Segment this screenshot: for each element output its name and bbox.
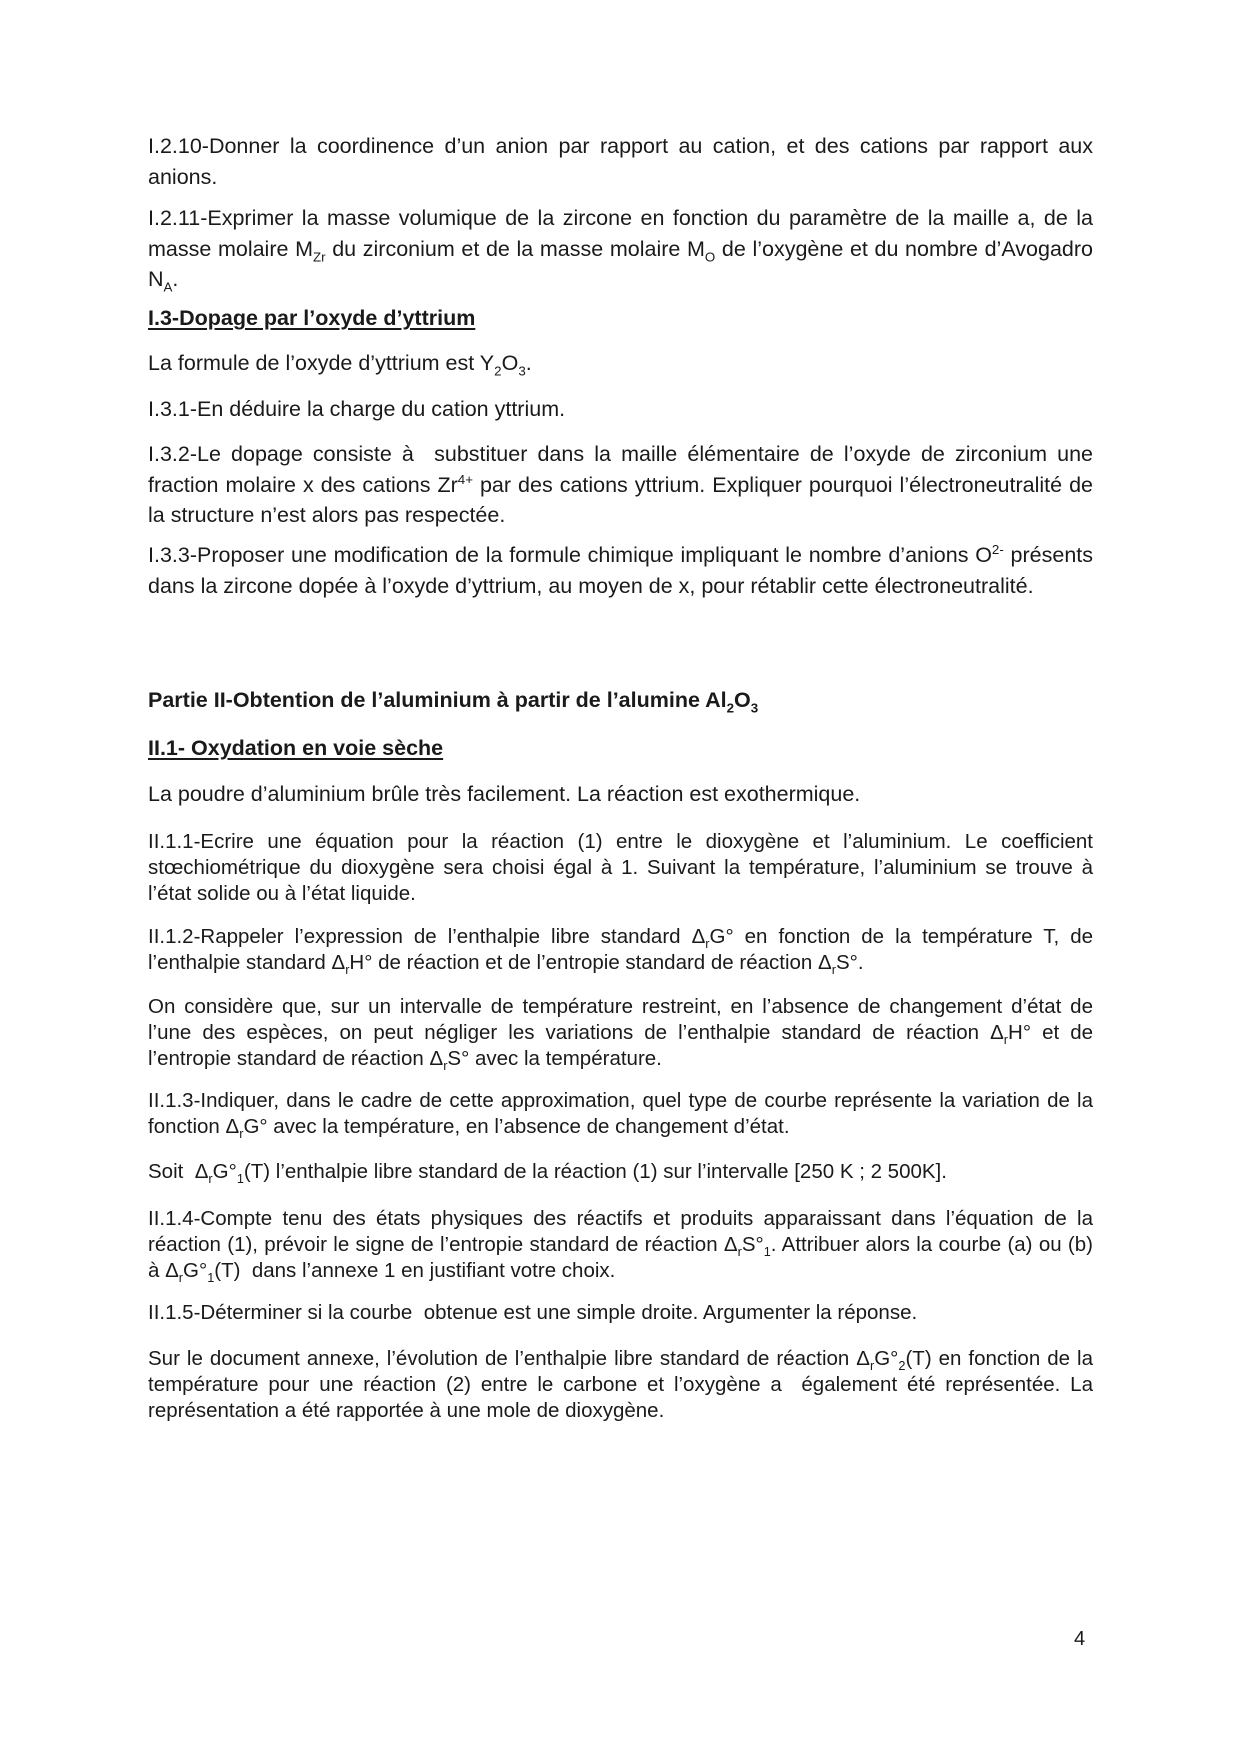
page-number: 4 <box>1074 1628 1086 1650</box>
question-II-1-3: II.1.3-Indiquer, dans le cadre de cette approximation, quel type de courbe représente la variation de la fonction $\Delta_rG^\circ$ avec la température, en l’absence de changement d’état. <box>148 1089 1093 1142</box>
question-I-3-3: I.3.3-Proposer une modification de la formule chimique impliquant le nombre d’anions $O^{2-}$ présents dans la zircone dopée à l’oxyde d’yttrium, au moyen de x, pour rétablir cette électroneutralité. <box>148 541 1093 598</box>
question-I-3-2: I.3.2-Le dopage consiste à substituer dans la maille élémentaire de l’oxyde de zirconium une fraction molaire x des cations $Zr^{4+}$ par des cations yttrium. Expliquer pourquoi l’électroneutralité de la structure n’est alors pas respectée. <box>148 442 1093 527</box>
question-I-2-10: I.2.10-Donner la coordinence d’un anion par rapport au cation, et des cations par rapport aux anions. <box>148 134 1093 189</box>
section-heading-II-1: II.1- Oxydation en voie sèche <box>148 736 444 760</box>
intro-paragraph: La formule de l’oxyde d’yttrium est $Y_2O_3$. <box>148 351 532 379</box>
question-I-2-11: I.2.11-Exprimer la masse volumique de la zircone en fonction du paramètre de la maille a, de la masse molaire $M_{Zr}$ du zirconium et de la masse molaire $M_O$ de l’oxygène et du nombre d’Avogadro $N_A$. <box>148 206 1093 295</box>
question-II-1-5: II.1.5-Déterminer si la courbe obtenue est une simple droite. Argumenter la réponse. <box>148 1301 918 1324</box>
question-II-1-2: II.1.2-Rappeler l’expression de l’enthalpie libre standard $\Delta_rG^\circ$ en fonction de la température T, de l’enthalpie standard $\Delta_rH^\circ$ de réaction et de l’entropie standard de réaction $\Delta_rS^\circ$. <box>148 925 1093 978</box>
section-heading-I-3: I.3-Dopage par l’oxyde d’yttrium <box>148 306 476 330</box>
intro-paragraph: La poudre d’aluminium brûle très facilement. La réaction est exothermique. <box>148 782 861 806</box>
definition-paragraph: Soit $\Delta_rG^\circ_1(T)$ l’enthalpie libre standard de la réaction (1) sur l’intervalle [250 K ; 2 500K]. <box>148 1160 947 1187</box>
question-II-1-4: II.1.4-Compte tenu des états physiques des réactifs et produits apparaissant dans l’équation de la réaction (1), prévoir le signe de l’entropie standard de réaction $\Delta_rS^\circ_1$. Attribuer alors la courbe (a) ou (b) à $\Delta_rG^\circ_1(T)$ dans l’annexe 1 en justifiant votre choix. <box>148 1207 1093 1286</box>
part-title-II: Partie II-Obtention de l’aluminium à partir de l’alumine $Al_2O_3$ <box>148 688 759 716</box>
question-II-1-1: II.1.1-Ecrire une équation pour la réaction (1) entre le dioxygène et l’aluminium. Le coefficient stœchiométrique du dioxygène sera choisi égal à 1. Suivant la température, l’aluminium se trouve à l’état solide ou à l’état liquide. <box>148 830 1093 905</box>
document-page <box>148 0 1093 1754</box>
question-I-3-1: I.3.1-En déduire la charge du cation yttrium. <box>148 397 566 421</box>
annex-paragraph: Sur le document annexe, l’évolution de l’enthalpie libre standard de réaction $\Delta_rG^\circ_2(T)$ en fonction de la température pour une réaction (2) entre le carbone et l’oxygène a également été représentée. La représentation a été rapportée à une mole de dioxygène. <box>148 1347 1093 1422</box>
approximation-paragraph: On considère que, sur un intervalle de température restreint, en l’absence de changement d’état de l’une des espèces, on peut négliger les variations de l’enthalpie standard de réaction $\Delta_rH^\circ$ et de l’entropie standard de réaction $\Delta_rS^\circ$ avec la température. <box>148 995 1094 1074</box>
